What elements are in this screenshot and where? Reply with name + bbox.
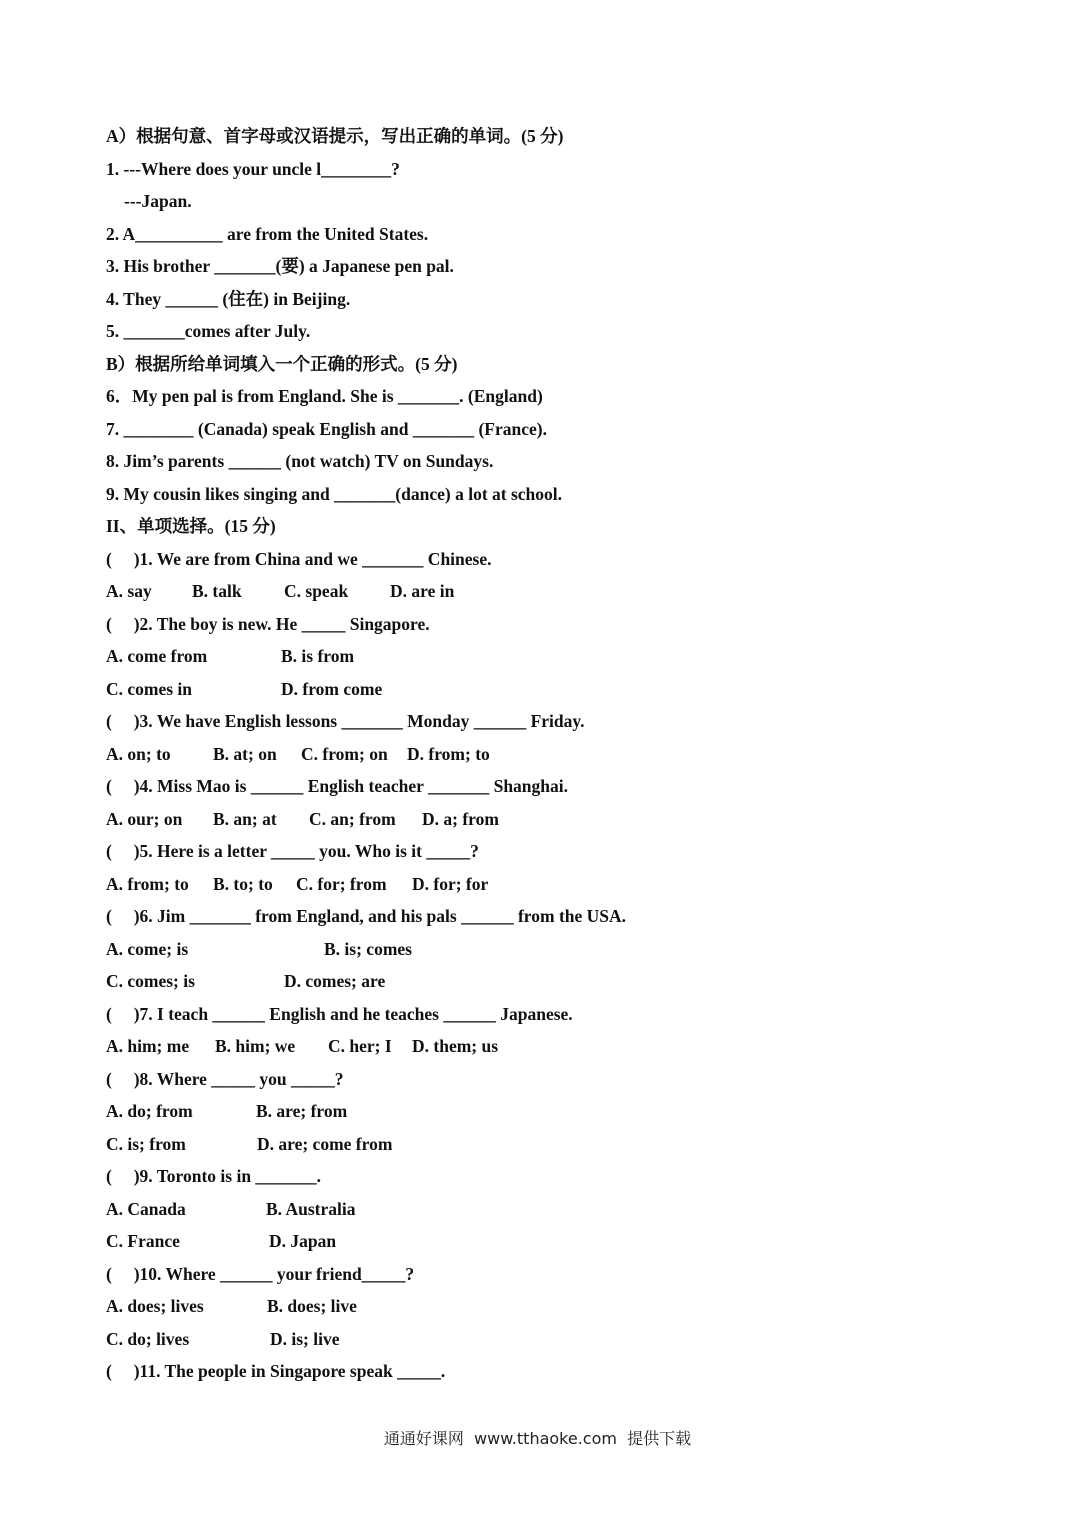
mc-option: C. is; from (106, 1133, 186, 1154)
mc-option: C. do; lives (106, 1328, 190, 1349)
mc-question-stem: ( )7. I teach ______ English and he teaches ______ Japanese. (106, 1003, 573, 1024)
mc-option: C. her; I (328, 1036, 392, 1056)
mc-option: D. is; live (270, 1328, 340, 1349)
mc-option: D. for; for (412, 873, 489, 894)
mc-options-row (106, 738, 1006, 771)
question-line: 8. Jim’s parents ______ (not watch) TV on Sundays. (106, 451, 494, 471)
mc-option: D. a; from (422, 808, 499, 829)
mc-options-row (106, 1225, 1006, 1258)
mc-option: A. do; from (106, 1101, 193, 1121)
mc-options-row (106, 1290, 1006, 1323)
question-line: 6．My pen pal is from England. She is _______. (England) (106, 386, 543, 406)
section-b-heading: B）根据所给单词填入一个正确的形式。(5 分) (106, 353, 458, 374)
mc-options-row (106, 965, 1006, 998)
mc-question-stem: ( )3. We have English lessons _______ Monday ______ Friday. (106, 711, 585, 731)
mc-option: B. does; live (267, 1296, 357, 1316)
mc-option: C. France (106, 1231, 180, 1251)
mc-option: B. an; at (213, 808, 277, 829)
question-line: 2. A__________ are from the United States. (106, 223, 429, 244)
mc-option: B. is from (281, 646, 355, 666)
question-line: 1. ---Where does your uncle l________? (106, 158, 400, 179)
mc-option: D. from come (281, 678, 383, 699)
mc-question-stem: ( )4. Miss Mao is ______ English teacher _______ Shanghai. (106, 776, 568, 796)
mc-question-stem: ( )1. We are from China and we _______ Chinese. (106, 548, 492, 569)
exam-content (106, 120, 1006, 1388)
answer-line: ---Japan. (124, 191, 192, 211)
question-line: 9. My cousin likes singing and _______(dance) a lot at school. (106, 483, 563, 504)
mc-question-stem: ( )8. Where _____ you _____? (106, 1068, 344, 1089)
section-2-heading: II、单项选择。(15 分) (106, 516, 276, 536)
mc-question-stem: ( )5. Here is a letter _____ you. Who is it _____? (106, 841, 479, 861)
mc-option: B. talk (192, 581, 242, 601)
mc-option: B. to; to (213, 873, 273, 894)
page-footer: 通通好课网 www.tthaoke.com 提供下载 (383, 1429, 692, 1448)
mc-option: B. are; from (256, 1101, 348, 1121)
mc-option: D. are in (390, 581, 455, 601)
mc-option: B. is; comes (324, 938, 412, 959)
mc-options-row (106, 1323, 1006, 1356)
mc-option: C. an; from (309, 808, 396, 829)
mc-options-row (106, 868, 1006, 901)
mc-option: C. for; from (296, 873, 387, 894)
question-line: 7. ________ (Canada) speak English and _______ (France). (106, 418, 547, 439)
mc-option: C. comes; is (106, 971, 195, 991)
mc-option: A. our; on (106, 808, 183, 829)
section-a-heading: A）根据句意、首字母或汉语提示，写出正确的单词。(5 分) (106, 126, 564, 146)
mc-option: A. from; to (106, 873, 189, 894)
mc-option: C. from; on (301, 743, 388, 764)
mc-options-row (106, 933, 1006, 966)
mc-option: A. on; to (106, 743, 171, 764)
mc-options-row (106, 1095, 1006, 1128)
mc-option: D. them; us (412, 1036, 499, 1056)
mc-option: C. speak (284, 581, 349, 601)
mc-option: B. him; we (215, 1036, 296, 1056)
mc-options-row (106, 673, 1006, 706)
mc-options-row (106, 803, 1006, 836)
mc-option: D. from; to (407, 743, 490, 764)
mc-option: A. Canada (106, 1198, 186, 1219)
mc-option: D. comes; are (284, 971, 386, 991)
mc-question-stem: ( )10. Where ______ your friend_____? (106, 1263, 415, 1284)
mc-question-stem: ( )2. The boy is new. He _____ Singapore. (106, 613, 430, 634)
mc-option: D. Japan (269, 1231, 337, 1251)
question-line: 3. His brother _______(要) a Japanese pen pal. (106, 256, 454, 276)
mc-options-row (106, 575, 1006, 608)
mc-options-row (106, 1128, 1006, 1161)
mc-option: A. does; lives (106, 1296, 204, 1316)
mc-question-stem: ( )11. The people in Singapore speak _____. (106, 1361, 446, 1381)
mc-options-row (106, 1193, 1006, 1226)
mc-options-row (106, 640, 1006, 673)
mc-option: A. come; is (106, 938, 189, 959)
mc-question-stem: ( )9. Toronto is in _______. (106, 1166, 322, 1186)
mc-option: B. Australia (266, 1198, 356, 1219)
mc-option: A. come from (106, 646, 208, 666)
mc-option: C. comes in (106, 678, 193, 699)
mc-option: A. him; me (106, 1036, 190, 1056)
question-line: 4. They ______ (住在) in Beijing. (106, 288, 351, 309)
mc-option: D. are; come from (257, 1133, 393, 1154)
mc-question-stem: ( )6. Jim _______ from England, and his pals ______ from the USA. (106, 906, 627, 926)
mc-option: A. say (106, 581, 152, 601)
mc-option: B. at; on (213, 743, 277, 764)
question-line: 5. _______comes after July. (106, 321, 311, 341)
mc-options-row (106, 1030, 1006, 1063)
